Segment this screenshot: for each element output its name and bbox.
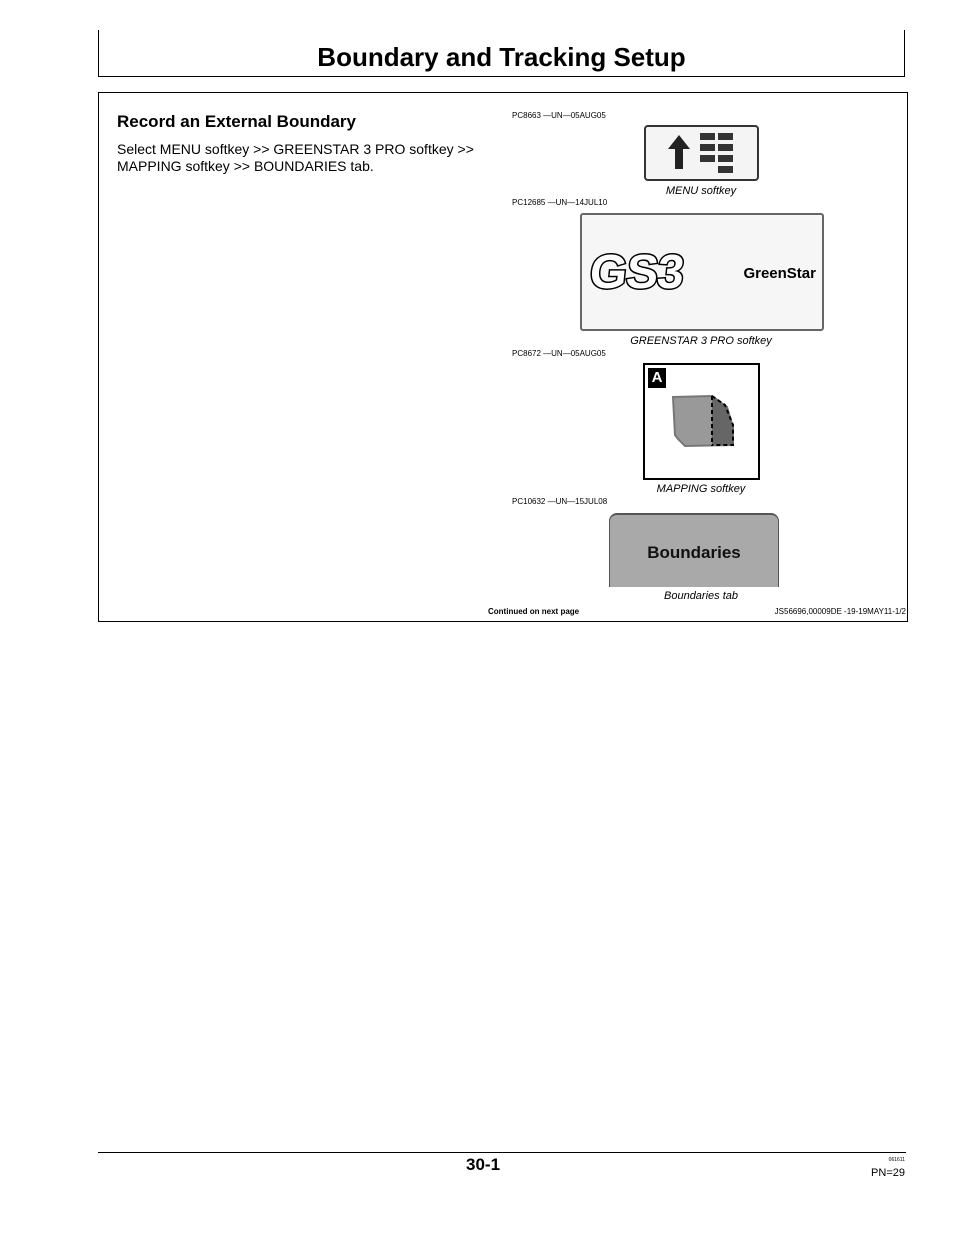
menu-softkey[interactable] xyxy=(644,125,759,181)
instructions-text: Select MENU softkey >> GREENSTAR 3 PRO softkey >> MAPPING softkey >> BOUNDARIES tab. xyxy=(117,141,474,174)
document-reference: JS56696,00009DE -19-19MAY11-1/2 xyxy=(774,607,906,616)
caption-menu: MENU softkey xyxy=(665,185,737,197)
figure-id-greenstar: PC12685 —UN—14JUL10 xyxy=(512,198,608,207)
boundaries-tab[interactable] xyxy=(609,513,779,587)
gs3-logo: GS3 xyxy=(587,246,686,299)
mapping-softkey[interactable] xyxy=(643,363,760,480)
greenstar-softkey[interactable] xyxy=(580,213,824,331)
boundaries-tab-label: Boundaries xyxy=(647,543,741,562)
caption-mapping: MAPPING softkey xyxy=(656,483,746,495)
figure-id-boundaries: PC10632 —UN—15JUL08 xyxy=(512,497,608,506)
menu-softkey-icon xyxy=(646,127,757,179)
caption-greenstar: GREENSTAR 3 PRO softkey xyxy=(630,335,772,347)
section-title: Record an External Boundary xyxy=(117,112,357,131)
caption-boundaries: Boundaries tab xyxy=(664,590,738,602)
footer-rule xyxy=(98,1152,906,1153)
footer-code: 061611 xyxy=(888,1157,905,1163)
page-title: Boundary and Tracking Setup xyxy=(317,42,686,72)
mapping-letter-badge: A xyxy=(648,368,666,388)
field-map-icon xyxy=(645,365,758,478)
figure-id-menu: PC8663 —UN—05AUG05 xyxy=(512,111,606,120)
figure-id-mapping: PC8672 —UN—05AUG05 xyxy=(512,349,606,358)
continued-note: Continued on next page xyxy=(488,607,580,616)
greenstar-brand: GreenStar xyxy=(743,265,816,282)
footer-pn: PN=29 xyxy=(871,1167,905,1179)
page-number: 30-1 xyxy=(466,1155,501,1174)
